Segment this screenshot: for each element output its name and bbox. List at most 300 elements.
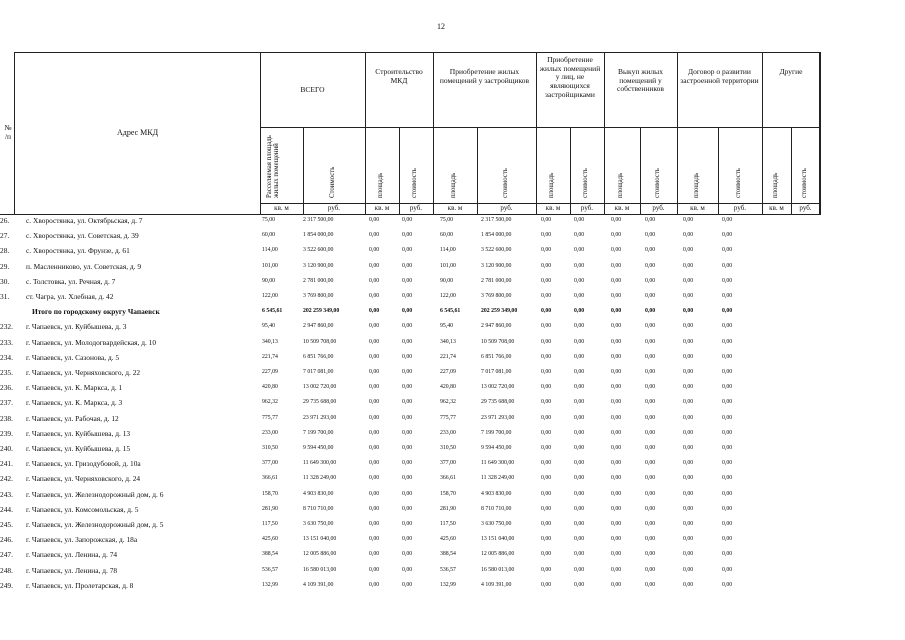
cell-value: 0,00 — [722, 217, 733, 223]
row-number: 236. — [0, 383, 13, 393]
cell-value: 0,00 — [611, 429, 622, 436]
unit-label-8: кв. м — [614, 204, 630, 212]
cell-value: 0,00 — [574, 338, 585, 345]
subcolumn-header-11: стоимость — [735, 168, 742, 198]
cell-value: 117,50 — [440, 521, 456, 527]
row-number: 249. — [0, 580, 13, 590]
cell-value: 16 580 013,00 — [303, 566, 337, 573]
table-row — [0, 548, 905, 564]
group-header-3: Приобретение жилых помещений у лиц, не являющихся застройщиками — [539, 55, 601, 99]
table-row — [0, 457, 905, 473]
cell-value: 0,00 — [402, 247, 413, 254]
cell-value: 0,00 — [611, 460, 622, 467]
cell-value: 2 317 500,00 — [481, 217, 512, 223]
cell-value: 0,00 — [402, 581, 413, 588]
cell-value: 962,32 — [262, 399, 278, 406]
cell-value: 75,00 — [262, 217, 276, 223]
cell-value: 0,00 — [369, 521, 380, 527]
cell-value: 0,00 — [402, 566, 413, 573]
cell-value: 366,61 — [440, 475, 456, 482]
row-number: 234. — [0, 352, 13, 362]
cell-value: 0,00 — [645, 262, 656, 269]
cell-value: 60,00 — [440, 232, 454, 239]
cell-value: 0,00 — [402, 521, 413, 527]
cell-value: 0,00 — [611, 277, 622, 284]
subcolumn-divider — [718, 127, 719, 215]
subcolumn-divider — [477, 127, 478, 215]
row-address: с. Хворостянка, ул. Октябрьская, д. 7 — [26, 216, 143, 225]
group-header-5: Договор о развитии застроенной территории — [680, 67, 759, 85]
cell-value: 0,00 — [369, 445, 380, 451]
cell-value: 0,00 — [369, 505, 380, 512]
cell-value: 0,00 — [683, 232, 694, 239]
cell-value: 0,00 — [369, 217, 380, 223]
subcolumn-header-8: площадь — [617, 172, 624, 198]
cell-value: 0,00 — [645, 247, 656, 254]
row-address: г. Чапаевск, ул. Ленина, д. 74 — [26, 550, 118, 560]
row-number: 28. — [0, 246, 10, 256]
cell-value: 6 851 766,00 — [303, 353, 334, 360]
unit-label-3: руб. — [409, 204, 423, 212]
cell-value: 0,00 — [402, 217, 413, 223]
row-address: ст. Чагра, ул. Хлебная, д. 42 — [26, 292, 114, 301]
cell-value: 0,00 — [722, 338, 733, 345]
table-row — [0, 214, 905, 230]
table-row — [0, 336, 905, 352]
cell-value: 310,50 — [440, 445, 456, 451]
cell-value: 2 781 000,00 — [481, 277, 512, 284]
subcolumn-divider — [303, 127, 304, 215]
cell-value: 0,00 — [541, 505, 552, 512]
cell-value: 0,00 — [541, 414, 552, 421]
cell-value: 0,00 — [574, 247, 585, 254]
cell-value: 0,00 — [402, 232, 413, 239]
cell-value: 0,00 — [645, 384, 656, 391]
cell-value: 0,00 — [611, 414, 622, 421]
cell-value: 0,00 — [369, 384, 380, 391]
cell-value: 0,00 — [611, 232, 622, 239]
cell-value: 0,00 — [645, 429, 656, 436]
row-address: г. Чапаевск, ул. Куйбышева, д. 13 — [26, 428, 131, 438]
table-row — [0, 366, 905, 382]
cell-value: 0,00 — [574, 475, 585, 482]
table-row — [0, 579, 905, 595]
cell-value: 0,00 — [402, 323, 413, 330]
cell-value: 0,00 — [611, 338, 622, 345]
cell-value: 0,00 — [541, 460, 552, 467]
cell-value: 0,00 — [369, 460, 380, 467]
cell-value: 377,00 — [262, 460, 278, 467]
cell-value: 0,00 — [722, 232, 733, 239]
cell-value: 0,00 — [541, 551, 552, 558]
cell-value: 0,00 — [574, 369, 585, 375]
cell-value: 0,00 — [369, 353, 380, 360]
cell-value: 0,00 — [645, 445, 656, 451]
cell-value: 0,00 — [402, 460, 413, 467]
cell-value: 0,00 — [722, 293, 733, 299]
row-number: 240. — [0, 444, 13, 453]
cell-value: 101,00 — [440, 262, 456, 269]
row-number: 244. — [0, 504, 13, 514]
row-address: с. Хворостянка, ул. Советская, д. 39 — [26, 231, 139, 241]
cell-value: 0,00 — [683, 475, 694, 482]
cell-value: 0,00 — [645, 293, 656, 299]
row-address: г. Чапаевск, ул. Рабочая, д. 12 — [26, 413, 119, 423]
cell-value: 0,00 — [645, 521, 656, 527]
cell-value: 114,00 — [440, 247, 456, 254]
row-number: 246. — [0, 535, 13, 545]
cell-value: 0,00 — [611, 323, 622, 330]
row-address: г. Чапаевск, ул. Черняховского, д. 22 — [26, 368, 141, 377]
cell-value: 0,00 — [541, 490, 552, 497]
cell-value: 0,00 — [402, 551, 413, 558]
cell-value: 101,00 — [262, 262, 278, 269]
row-number: 238. — [0, 413, 13, 423]
cell-value: 0,00 — [574, 323, 585, 330]
group-divider — [604, 52, 605, 215]
cell-value: 0,00 — [683, 217, 694, 223]
cell-value: 0,00 — [369, 247, 380, 254]
row-number: 245. — [0, 520, 13, 529]
cell-value: 0,00 — [369, 277, 380, 284]
cell-value: 29 735 688,00 — [303, 399, 337, 406]
cell-value: 9 594 450,00 — [303, 445, 334, 451]
table-row — [0, 351, 905, 367]
cell-value: 0,00 — [369, 536, 380, 543]
unit-label-4: кв. м — [447, 204, 463, 212]
cell-value: 122,00 — [440, 293, 456, 299]
subcolumn-header-4: площадь — [450, 172, 457, 198]
cell-value: 0,00 — [611, 551, 622, 558]
cell-value: 0,00 — [402, 429, 413, 436]
subcolumn-divider — [570, 127, 571, 215]
cell-value: 0,00 — [541, 429, 552, 436]
cell-value: 0,00 — [722, 369, 733, 375]
group-divider — [820, 52, 821, 215]
cell-value: 0,00 — [611, 399, 622, 406]
unit-label-7: руб. — [580, 204, 594, 212]
cell-value: 0,00 — [645, 217, 656, 223]
cell-value: 366,61 — [262, 475, 278, 482]
address-header: Адрес МКД — [116, 128, 159, 137]
unit-label-9: руб. — [652, 204, 665, 212]
cell-value: 0,00 — [645, 308, 656, 315]
group-header-6: Другие — [779, 67, 803, 76]
row-address: Итого по городскому округу Чапаевск — [32, 307, 160, 317]
cell-value: 0,00 — [683, 581, 694, 588]
cell-value: 0,00 — [574, 232, 585, 239]
cell-value: 0,00 — [541, 338, 552, 345]
row-address: с. Толстовка, ул. Речная, д. 7 — [26, 276, 116, 286]
cell-value: 0,00 — [541, 217, 552, 223]
subcolumn-header-5: стоимость — [501, 168, 509, 198]
subcolumn-header-6: площадь — [548, 172, 555, 198]
cell-value: 0,00 — [645, 475, 656, 482]
cell-value: 0,00 — [683, 429, 694, 436]
cell-value: 0,00 — [683, 369, 694, 375]
row-address: г. Чапаевск, ул. К. Маркса, д. 3 — [26, 398, 123, 408]
row-number: 235. — [0, 368, 13, 377]
subcolumn-header-13: стоимость — [800, 168, 808, 198]
cell-value: 12 005 886,00 — [303, 551, 337, 558]
cell-value: 0,00 — [722, 429, 733, 436]
cell-value: 0,00 — [611, 521, 622, 527]
cell-value: 962,32 — [440, 399, 456, 406]
cell-value: 4 109 391,00 — [303, 581, 334, 588]
cell-value: 3 120 900,00 — [481, 262, 512, 269]
cell-value: 775,77 — [262, 414, 278, 421]
cell-value: 425,60 — [262, 536, 278, 543]
cell-value: 0,00 — [611, 475, 622, 482]
cell-value: 0,00 — [402, 293, 413, 299]
cell-value: 10 509 708,00 — [303, 338, 337, 345]
cell-value: 0,00 — [645, 399, 656, 406]
row-number-header: № /п — [4, 123, 12, 141]
cell-value: 60,00 — [262, 232, 276, 239]
cell-value: 0,00 — [611, 445, 622, 451]
cell-value: 0,00 — [541, 399, 552, 406]
unit-label-12: кв. м — [769, 204, 784, 212]
cell-value: 221,74 — [440, 353, 456, 360]
cell-value: 0,00 — [645, 323, 656, 330]
cell-value: 0,00 — [369, 338, 380, 345]
row-address: г. Чапаевск, ул. Железнодорожный дом, д. 5 — [26, 520, 164, 529]
row-number: 31. — [0, 292, 10, 301]
cell-value: 420,80 — [262, 384, 278, 391]
cell-value: 0,00 — [574, 505, 585, 512]
cell-value: 0,00 — [574, 581, 585, 588]
cell-value: 0,00 — [574, 399, 585, 406]
cell-value: 2 947 860,00 — [481, 323, 512, 330]
cell-value: 1 854 000,00 — [481, 232, 512, 239]
cell-value: 233,00 — [440, 429, 456, 436]
cell-value: 425,60 — [440, 536, 456, 543]
cell-value: 90,00 — [440, 277, 454, 284]
row-number: 232. — [0, 322, 13, 332]
cell-value: 0,00 — [722, 445, 733, 451]
cell-value: 0,00 — [722, 460, 733, 467]
cell-value: 202 259 349,00 — [481, 308, 518, 315]
cell-value: 0,00 — [402, 414, 413, 421]
cell-value: 0,00 — [574, 217, 585, 223]
cell-value: 0,00 — [683, 460, 694, 467]
cell-value: 6 545,61 — [440, 308, 461, 315]
cell-value: 0,00 — [683, 323, 694, 330]
table-row — [0, 320, 905, 336]
row-number: 27. — [0, 231, 10, 241]
cell-value: 8 710 710,00 — [303, 505, 334, 512]
cell-value: 0,00 — [402, 277, 413, 284]
row-number: 242. — [0, 474, 13, 484]
cell-value: 0,00 — [645, 505, 656, 512]
table-row — [0, 229, 905, 245]
cell-value: 95,40 — [262, 323, 276, 330]
cell-value: 0,00 — [611, 581, 622, 588]
row-address: п. Масленниково, ул. Советская, д. 9 — [26, 261, 142, 271]
cell-value: 4 903 830,00 — [481, 490, 512, 497]
cell-value: 0,00 — [722, 551, 733, 558]
cell-value: 0,00 — [541, 445, 552, 451]
table-row — [0, 564, 905, 580]
cell-value: 0,00 — [574, 414, 585, 421]
cell-value: 0,00 — [541, 353, 552, 360]
cell-value: 221,74 — [262, 353, 278, 360]
cell-value: 3 120 900,00 — [303, 262, 334, 269]
cell-value: 0,00 — [574, 308, 585, 315]
group-divider — [762, 52, 763, 215]
cell-value: 0,00 — [402, 308, 413, 315]
cell-value: 0,00 — [541, 308, 552, 315]
cell-value: 0,00 — [722, 475, 733, 482]
cell-value: 0,00 — [541, 521, 552, 527]
subcolumn-divider — [791, 127, 792, 215]
cell-value: 340,13 — [262, 338, 278, 345]
cell-value: 227,09 — [440, 369, 456, 375]
cell-value: 0,00 — [369, 232, 380, 239]
cell-value: 0,00 — [541, 277, 552, 284]
cell-value: 132,99 — [262, 581, 278, 588]
cell-value: 122,00 — [262, 293, 278, 299]
cell-value: 281,90 — [262, 505, 278, 512]
cell-value: 0,00 — [611, 262, 622, 269]
row-address: г. Чапаевск, ул. Сазонова, д. 5 — [26, 352, 120, 362]
cell-value: 0,00 — [369, 581, 380, 588]
cell-value: 0,00 — [574, 566, 585, 573]
cell-value: 4 903 830,00 — [303, 490, 334, 497]
table-row — [0, 244, 905, 260]
cell-value: 0,00 — [683, 353, 694, 360]
cell-value: 13 002 720,00 — [303, 384, 337, 391]
row-number: 247. — [0, 550, 13, 560]
table-row — [0, 503, 905, 519]
row-address: г. Чапаевск, ул. Черняховского, д. 24 — [26, 474, 141, 484]
cell-value: 0,00 — [541, 232, 552, 239]
cell-value: 0,00 — [402, 475, 413, 482]
cell-value: 13 151 040,00 — [481, 536, 515, 543]
cell-value: 0,00 — [541, 475, 552, 482]
row-address: г. Чапаевск, ул. Железнодорожный дом, д. 6 — [26, 489, 164, 499]
subcolumn-divider — [399, 127, 400, 215]
cell-value: 158,70 — [262, 490, 278, 497]
subcolumn-header-1: Стоимость — [329, 166, 336, 198]
cell-value: 340,13 — [440, 338, 456, 345]
cell-value: 8 710 710,00 — [481, 505, 512, 512]
cell-value: 0,00 — [722, 384, 733, 391]
cell-value: 0,00 — [574, 384, 585, 391]
cell-value: 13 002 720,00 — [481, 384, 515, 391]
cell-value: 3 630 750,00 — [481, 521, 512, 527]
table-row — [0, 427, 905, 443]
cell-value: 12 005 886,00 — [481, 551, 515, 558]
row-number: 26. — [0, 216, 10, 225]
table-row — [0, 488, 905, 504]
group-divider — [365, 52, 366, 215]
cell-value: 0,00 — [402, 369, 413, 375]
cell-value: 3 769 800,00 — [481, 293, 512, 299]
cell-value: 0,00 — [611, 369, 622, 375]
subcolumn-header-2: площадь — [377, 172, 384, 198]
cell-value: 0,00 — [402, 536, 413, 543]
unit-label-11: руб. — [733, 204, 747, 212]
subcolumn-header-3: стоимость — [411, 168, 418, 198]
table-row — [0, 472, 905, 488]
cell-value: 0,00 — [402, 490, 413, 497]
cell-value: 0,00 — [645, 232, 656, 239]
cell-value: 0,00 — [369, 414, 380, 421]
table-row — [0, 533, 905, 549]
cell-value: 0,00 — [369, 551, 380, 558]
group-header-4: Выкуп жилых помещений у собственников — [617, 67, 664, 94]
cell-value: 0,00 — [683, 551, 694, 558]
cell-value: 0,00 — [574, 445, 585, 451]
cell-value: 0,00 — [611, 566, 622, 573]
cell-value: 0,00 — [683, 262, 694, 269]
cell-value: 11 328 249,00 — [303, 475, 337, 482]
cell-value: 0,00 — [645, 581, 656, 588]
cell-value: 0,00 — [369, 323, 380, 330]
cell-value: 117,50 — [262, 521, 278, 527]
group-row-divider — [260, 127, 820, 128]
cell-value: 0,00 — [369, 475, 380, 482]
row-number: 237. — [0, 398, 13, 408]
cell-value: 0,00 — [645, 353, 656, 360]
cell-value: 0,00 — [541, 566, 552, 573]
group-divider — [433, 52, 434, 215]
cell-value: 0,00 — [574, 353, 585, 360]
cell-value: 0,00 — [369, 399, 380, 406]
table-row — [0, 381, 905, 397]
cell-value: 0,00 — [683, 277, 694, 284]
cell-value: 0,00 — [722, 323, 733, 330]
cell-value: 11 649 300,00 — [303, 460, 337, 467]
row-number: 233. — [0, 337, 13, 347]
unit-label-6: кв. м — [545, 204, 561, 212]
cell-value: 0,00 — [645, 414, 656, 421]
row-number: 29. — [0, 261, 10, 271]
cell-value: 0,00 — [722, 490, 733, 497]
cell-value: 0,00 — [722, 277, 733, 284]
cell-value: 6 851 766,00 — [481, 353, 512, 360]
row-number: 30. — [0, 276, 10, 286]
cell-value: 0,00 — [722, 247, 733, 254]
cell-value: 0,00 — [722, 414, 733, 421]
row-number: 243. — [0, 489, 13, 499]
cell-value: 0,00 — [722, 308, 733, 315]
cell-value: 0,00 — [369, 490, 380, 497]
cell-value: 0,00 — [369, 262, 380, 269]
cell-value: 29 735 688,00 — [481, 399, 515, 406]
cell-value: 0,00 — [541, 262, 552, 269]
cell-value: 0,00 — [645, 338, 656, 345]
cell-value: 0,00 — [402, 505, 413, 512]
group-divider — [677, 52, 678, 215]
cell-value: 0,00 — [574, 429, 585, 436]
cell-value: 0,00 — [645, 566, 656, 573]
cell-value: 6 545,61 — [262, 308, 283, 315]
cell-value: 0,00 — [722, 399, 733, 406]
cell-value: 7 199 700,00 — [481, 429, 512, 436]
cell-value: 3 630 750,00 — [303, 521, 334, 527]
cell-value: 0,00 — [722, 536, 733, 543]
row-number: 239. — [0, 428, 13, 438]
cell-value: 0,00 — [683, 566, 694, 573]
cell-value: 11 649 300,00 — [481, 460, 515, 467]
subcolumn-header-10: площадь — [692, 172, 700, 198]
cell-value: 0,00 — [683, 293, 694, 299]
cell-value: 0,00 — [611, 308, 622, 315]
cell-value: 0,00 — [722, 262, 733, 269]
cell-value: 7 199 700,00 — [303, 429, 334, 436]
